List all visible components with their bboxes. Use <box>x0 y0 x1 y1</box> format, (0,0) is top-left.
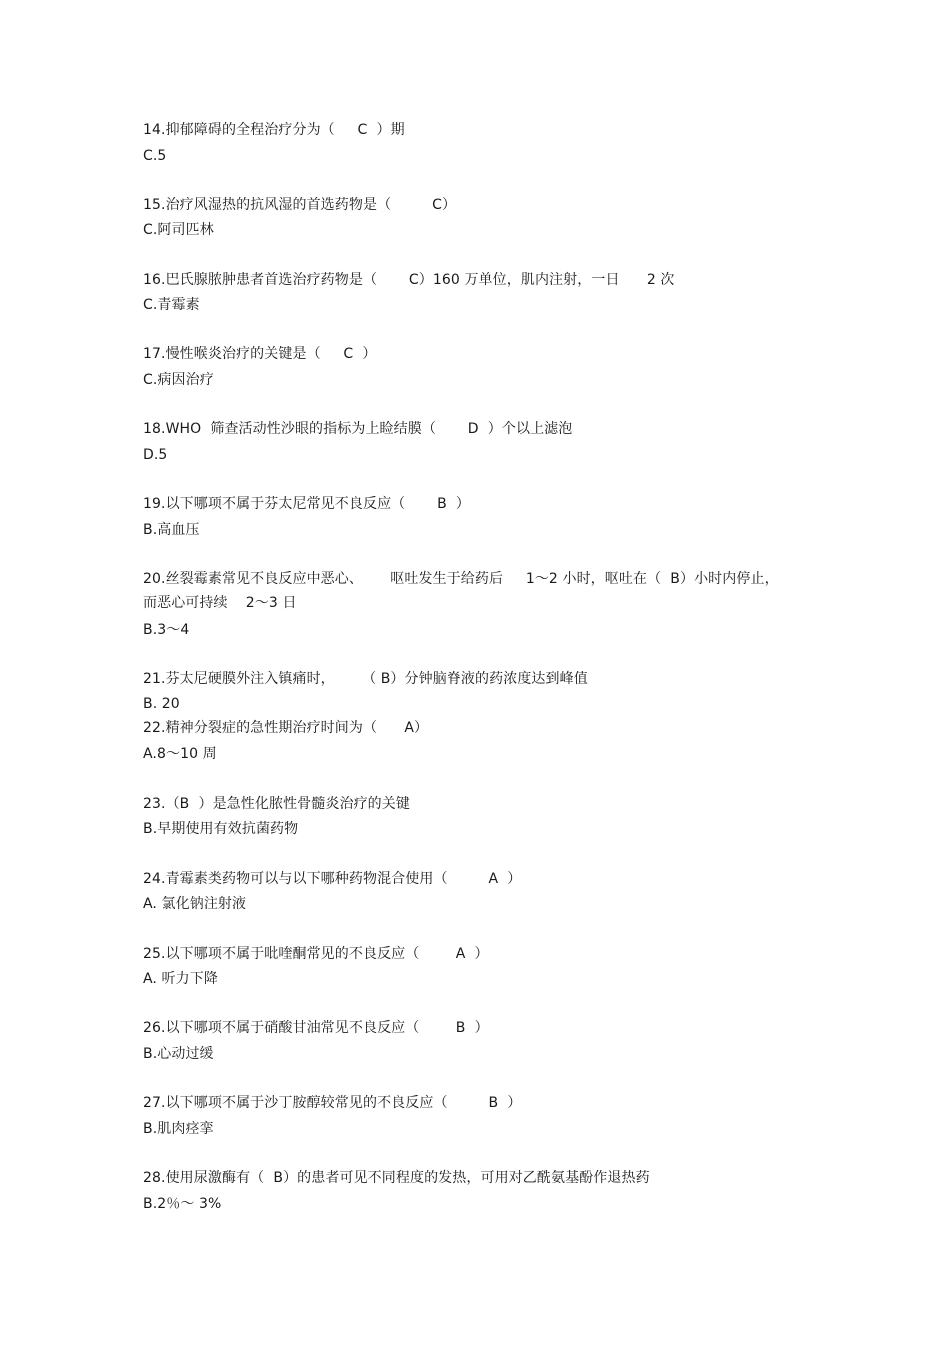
answer-text: B.3～4 <box>143 622 190 638</box>
answer-text: B.早期使用有效抗菌药物 <box>143 821 299 837</box>
question-text: 26.以下哪项不属于硝酸甘油常见不良反应（ B ） <box>143 1020 489 1036</box>
answer-text: B.高血压 <box>143 522 200 538</box>
answer-text: B.2％～ 3% <box>143 1196 222 1212</box>
question-text: 17.慢性喉炎治疗的关键是（ C ） <box>143 346 377 362</box>
question-text: 21.芬太尼硬膜外注入镇痛时， （ B）分钟脑脊液的药浓度达到峰值 <box>143 671 588 687</box>
question-text: 20.丝裂霉素常见不良反应中恶心、 呕吐发生于给药后 1～2 小时，呕吐在（ B）小时内停止， <box>143 571 779 587</box>
answer-text: A. 氯化钠注射液 <box>143 896 247 912</box>
answer-text: B.心动过缓 <box>143 1046 214 1062</box>
answer-text: A.8～10 周 <box>143 746 217 762</box>
question-text: 16.巴氏腺脓肿患者首选治疗药物是（ C）160 万单位，肌内注射，一日 2 次 <box>143 272 675 288</box>
question-text: 19.以下哪项不属于芬太尼常见不良反应（ B ） <box>143 496 471 512</box>
answer-text: C.阿司匹林 <box>143 222 214 238</box>
answer-text: B.肌肉痉挛 <box>143 1121 214 1137</box>
question-text: 18.WHO 筛查活动性沙眼的指标为上睑结膜（ D ）个以上滤泡 <box>143 421 573 437</box>
answer-text: C.青霉素 <box>143 297 200 313</box>
answer-text: C.5 <box>143 148 167 164</box>
answer-text: C.病因治疗 <box>143 372 214 388</box>
question-text: 27.以下哪项不属于沙丁胺醇较常见的不良反应（ B ） <box>143 1095 522 1111</box>
question-text: 28.使用尿激酶有（ B）的患者可见不同程度的发热，可用对乙酰氨基酚作退热药 <box>143 1170 650 1186</box>
answer-text: B. 20 <box>143 696 180 712</box>
question-text: 23.（B ）是急性化脓性骨髓炎治疗的关键 <box>143 796 410 812</box>
question-text: 14.抑郁障碍的全程治疗分为（ C ）期 <box>143 122 405 138</box>
answer-text: A. 听力下降 <box>143 971 218 987</box>
question-text-continued: 而恶心可持续 2～3 日 <box>143 595 297 611</box>
question-text: 15.治疗风湿热的抗风湿的首选药物是（ C） <box>143 197 457 213</box>
answer-text: D.5 <box>143 447 168 463</box>
question-text: 25.以下哪项不属于吡喹酮常见的不良反应（ A ） <box>143 946 489 962</box>
question-text: 24.青霉素类药物可以与以下哪种药物混合使用（ A ） <box>143 871 522 887</box>
question-text: 22.精神分裂症的急性期治疗时间为（ A） <box>143 720 429 736</box>
